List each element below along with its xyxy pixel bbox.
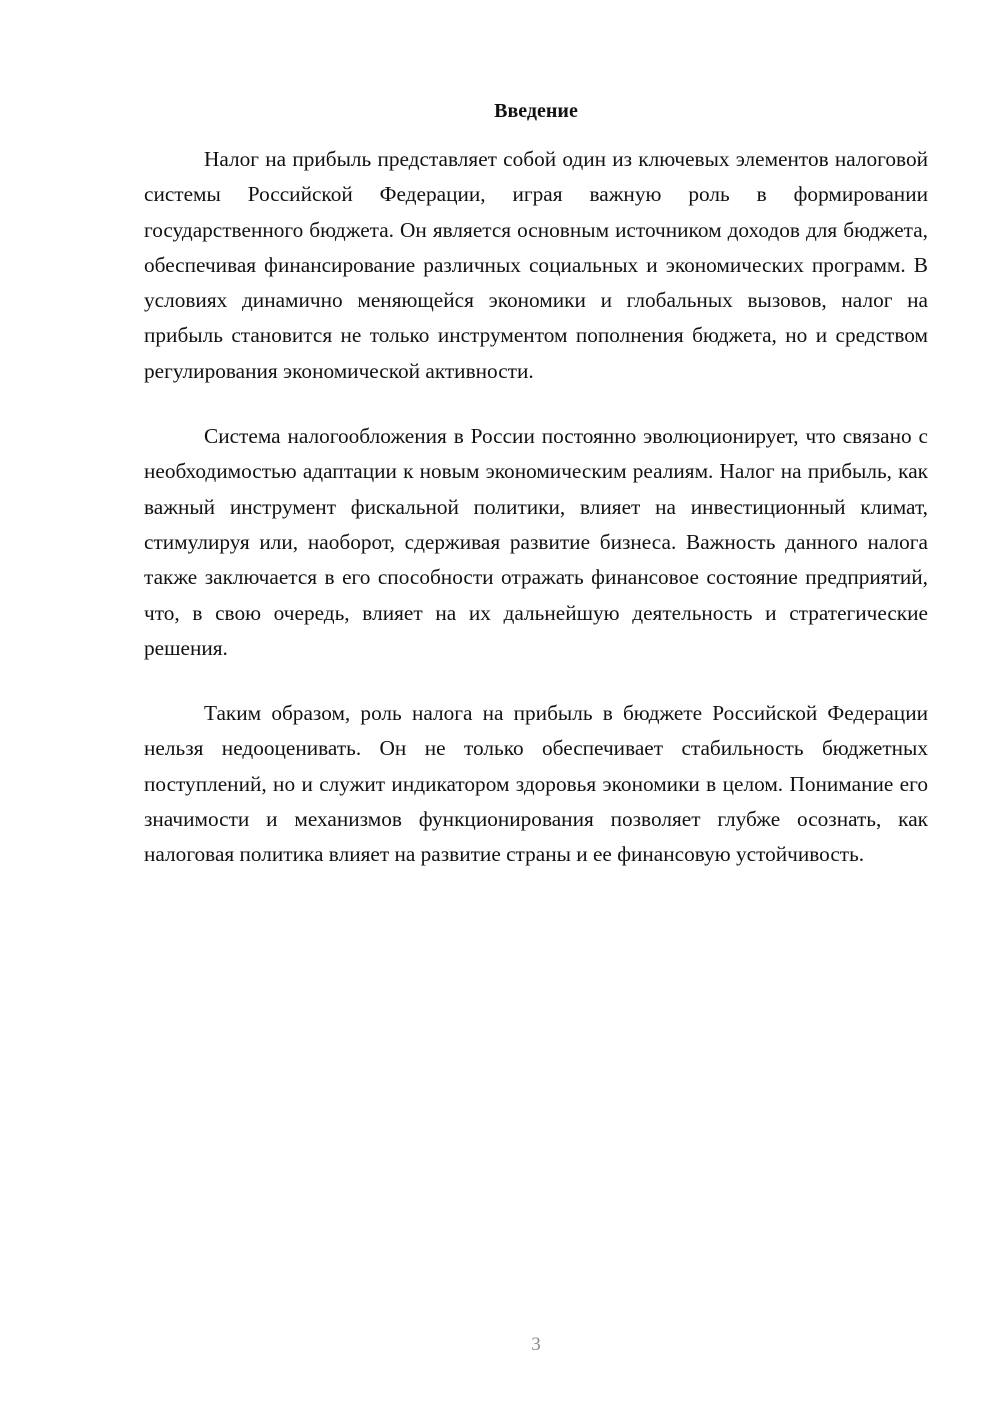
section-heading: Введение (494, 100, 578, 122)
paragraph-conclusion: Таким образом, роль налога на прибыль в бюджете Российской Федерации нельзя недооценивать. Он не только обеспечивает стабильность бюджетных поступлений, но и служит индикатором здоровья экономики в целом. Понимание его значимости и механизмов функционирования позволяет глубже осознать, как налоговая политика влияет на развитие страны и ее финансовую устойчивость. (144, 701, 928, 867)
paragraph-intro: Налог на прибыль представляет собой один из ключевых элементов налоговой системы Российской Федерации, играя важную роль в формировании государственного бюджета. Он является основным источником доходов для бюджета, обеспечивая финансирование различных социальных и экономических программ. В условиях динамично меняющейся экономики и глобальных вызовов, налог на прибыль становится не только инструментом пополнения бюджета, но и средством регулирования экономической активности. (144, 147, 928, 383)
body-text (144, 142, 928, 903)
page-number: 3 (531, 1334, 541, 1355)
paragraph-tax-system: Система налогообложения в России постоянно эволюционирует, что связано с необходимостью адаптации к новым экономическим реалиям. Налог на прибыль, как важный инструмент фискальной политики, влияет на инвестиционный климат, стимулируя или, наоборот, сдерживая развитие бизнеса. Важность данного налога также заключается в его способности отражать финансовое состояние предприятий, что, в свою очередь, влияет на их дальнейшую деятельность и стратегические решения. (144, 424, 928, 660)
